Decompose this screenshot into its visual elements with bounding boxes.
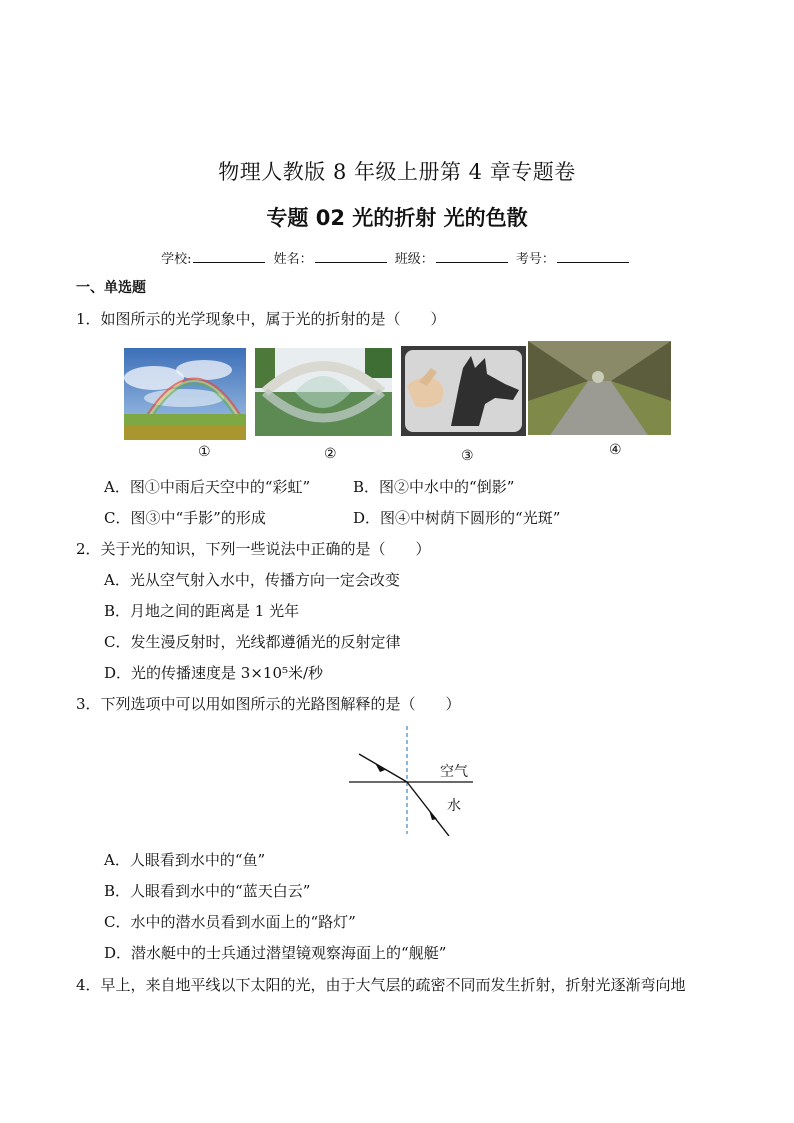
ray-in-water: [407, 782, 449, 836]
arrow-water: [429, 810, 437, 820]
question-1-stem: 1．如图所示的光学现象中，属于光的折射的是（ ）: [76, 310, 446, 328]
student-info-line: [0, 248, 794, 267]
rainbow-photo: [124, 348, 246, 440]
caption-3: ③: [461, 448, 474, 464]
caption-4: ④: [609, 442, 622, 458]
question-3-stem: 3．下列选项中可以用如图所示的光路图解释的是（ ）: [76, 695, 461, 713]
class-blank[interactable]: [436, 250, 508, 263]
exam-number-blank[interactable]: [557, 250, 629, 263]
q3-option-a[interactable]: A．人眼看到水中的“鱼”: [104, 851, 266, 869]
q3-option-b[interactable]: B．人眼看到水中的“蓝天白云”: [104, 882, 311, 900]
q2-option-b[interactable]: B．月地之间的距离是 1 光年: [104, 602, 300, 620]
question-4-stem: 4．早上，来自地平线以下太阳的光，由于大气层的疏密不同而发生折射，折射光逐渐弯向地: [76, 976, 686, 994]
q1-option-d[interactable]: D．图④中树荫下圆形的“光斑”: [353, 509, 561, 527]
question-2-stem: 2．关于光的知识，下列一些说法中正确的是（ ）: [76, 540, 431, 558]
water-label: 水: [447, 798, 461, 814]
document-subtitle: 专题 02 光的折射 光的色散: [266, 206, 528, 230]
q1-option-a[interactable]: A．图①中雨后天空中的“彩虹”: [104, 478, 311, 496]
q3-option-d[interactable]: D．潜水艇中的士兵通过潜望镜观察海面上的“舰艇”: [104, 944, 447, 962]
q2-option-d[interactable]: D．光的传播速度是 3×10⁵米/秒: [104, 664, 324, 682]
air-label: 空气: [440, 764, 468, 780]
q2-option-c[interactable]: C．发生漫反射时，光线都遵循光的反射定律: [104, 633, 401, 651]
exam-number-label: 考号：: [515, 252, 555, 267]
q2-option-a[interactable]: A．光从空气射入水中，传播方向一定会改变: [104, 571, 400, 589]
q3-option-c[interactable]: C．水中的潜水员看到水面上的“路灯”: [104, 913, 356, 931]
refraction-diagram: [345, 724, 485, 836]
caption-1: ①: [198, 444, 211, 460]
q1-option-c[interactable]: C．图③中“手影”的形成: [104, 509, 266, 527]
ray-in-air: [359, 754, 407, 782]
hand-shadow-photo: [401, 346, 526, 436]
name-blank[interactable]: [315, 250, 387, 263]
school-blank[interactable]: [193, 250, 265, 263]
caption-2: ②: [324, 446, 337, 462]
section-title: 一、单选题: [76, 280, 146, 296]
tree-path-photo: [528, 341, 671, 435]
school-label: 学校:: [161, 252, 192, 267]
q1-option-b[interactable]: B．图②中水中的“倒影”: [353, 478, 515, 496]
document-title: 物理人教版 8 年级上册第 4 章专题卷: [218, 160, 576, 184]
name-label: 姓名：: [273, 252, 313, 267]
bridge-photo: [255, 348, 392, 436]
class-label: 班级：: [394, 252, 434, 267]
